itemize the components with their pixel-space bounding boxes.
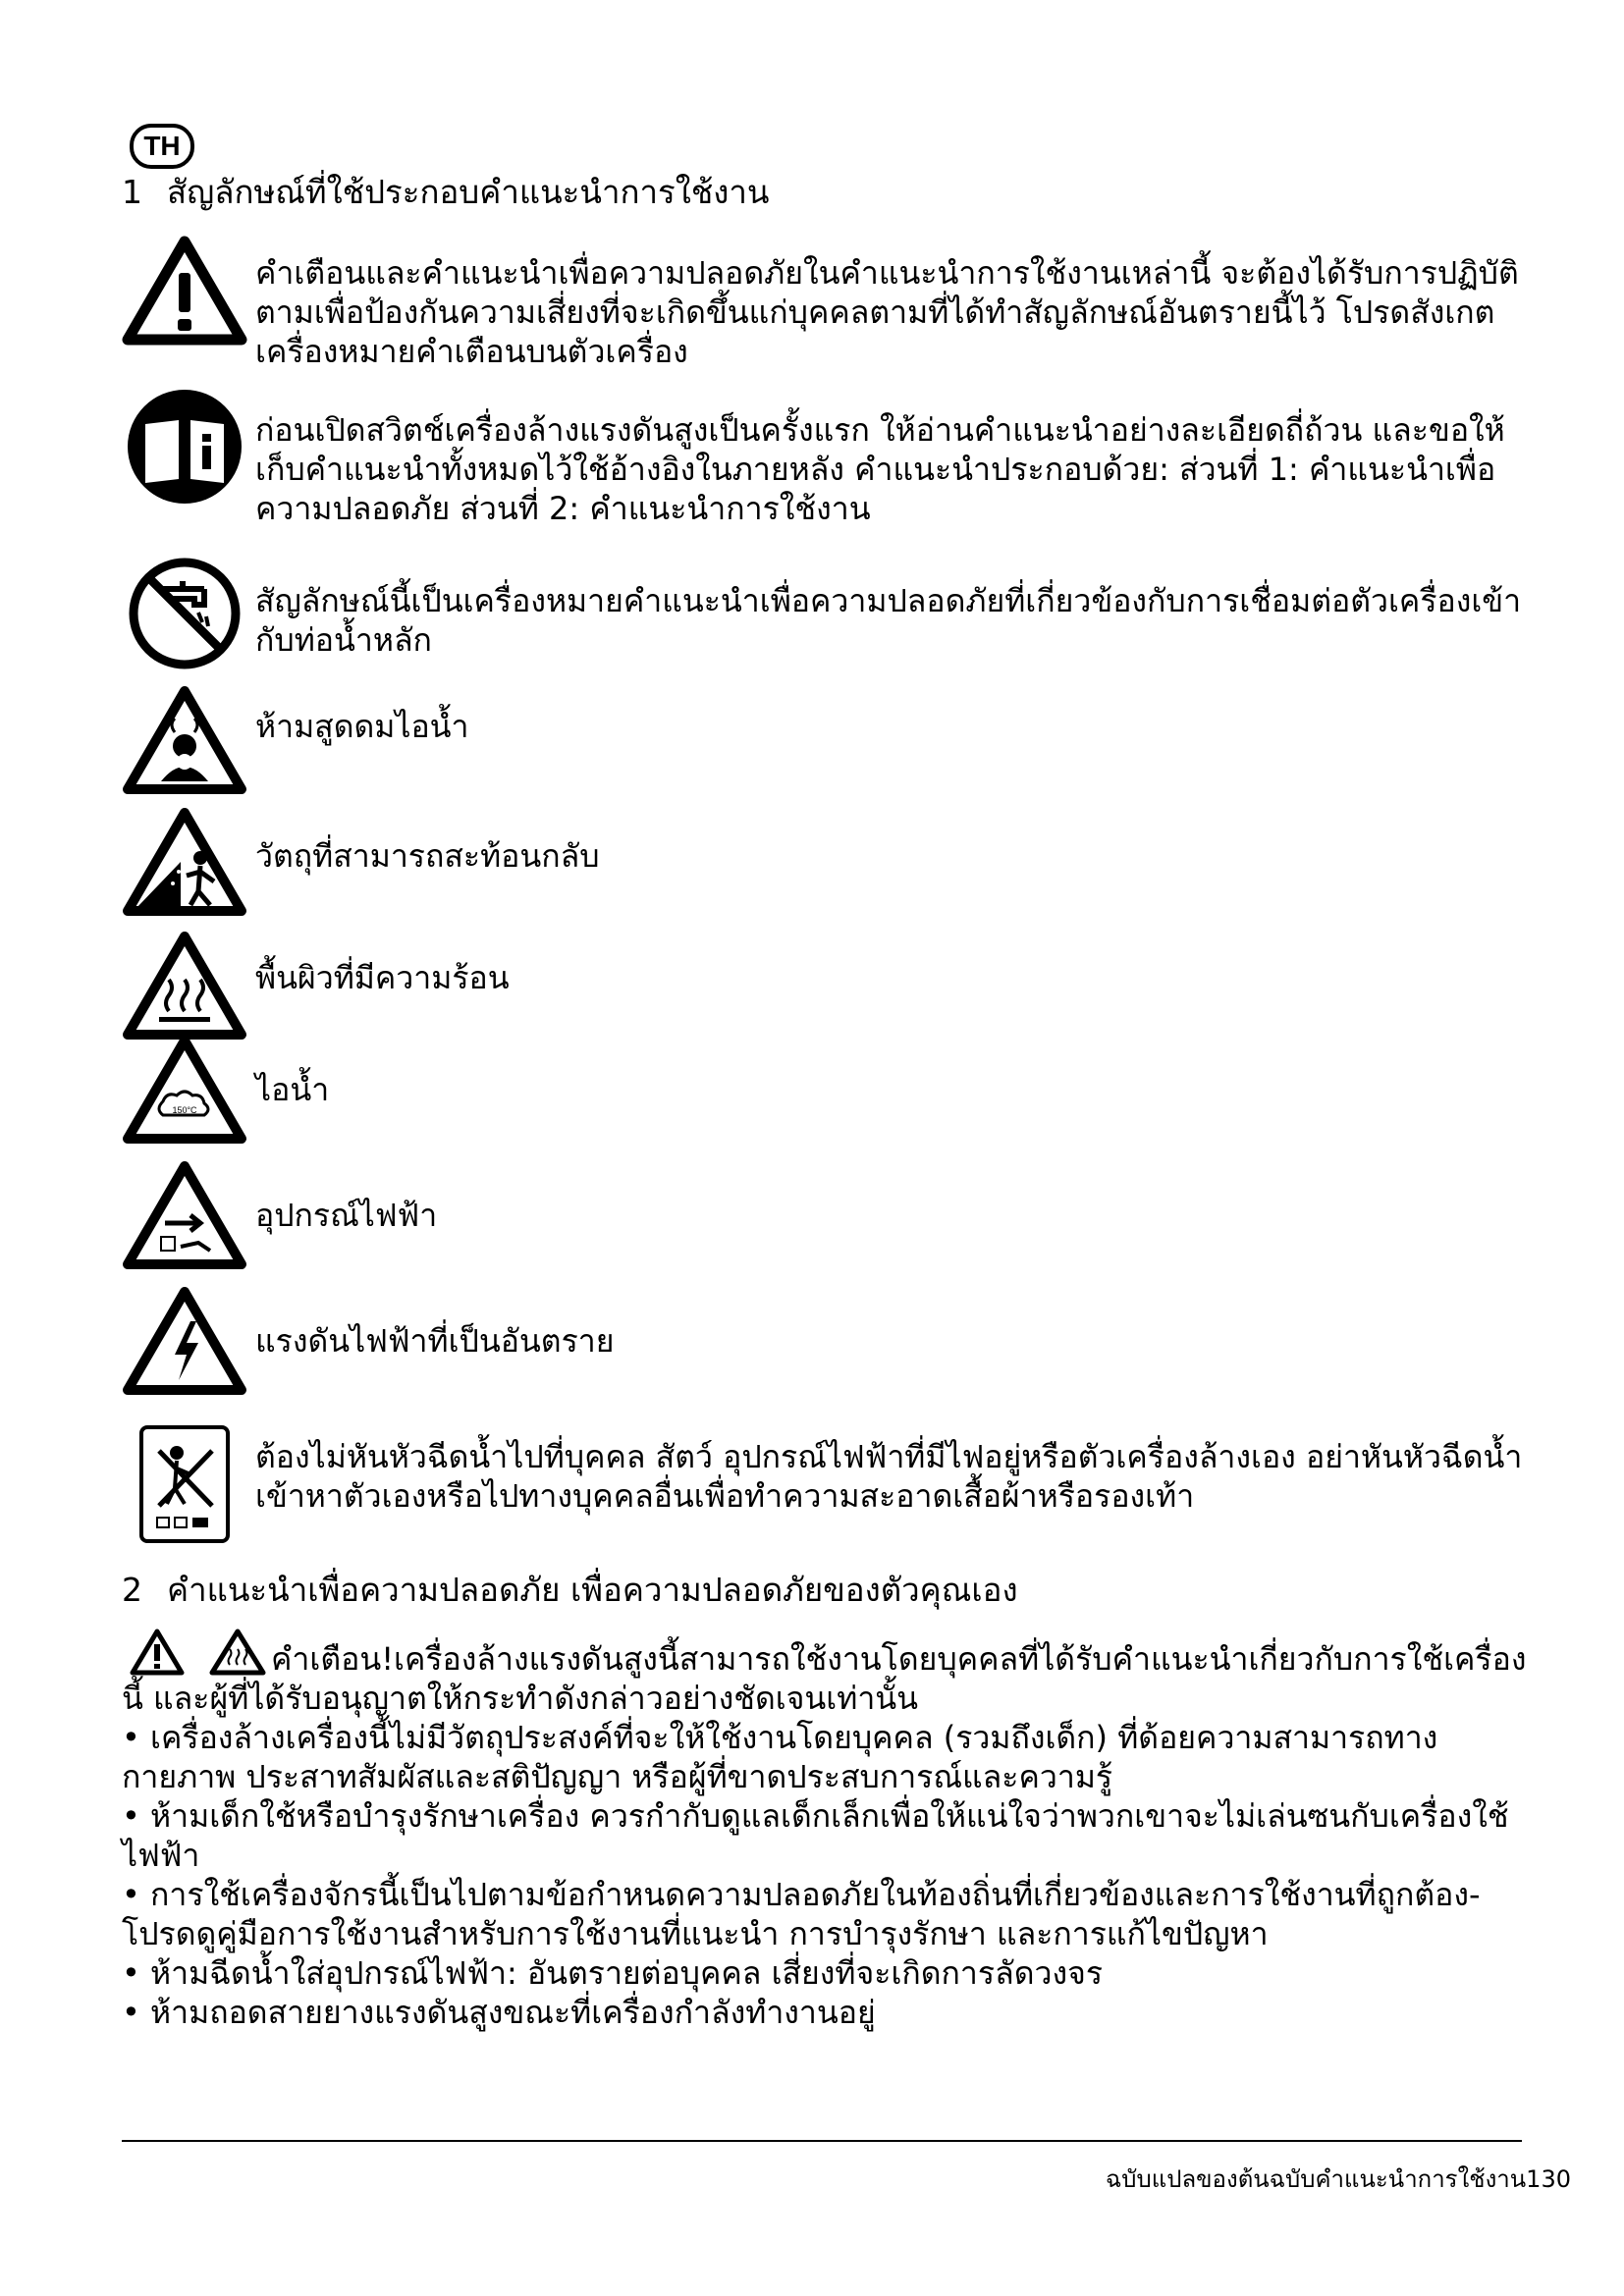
no-spray-people-icon <box>137 1423 232 1545</box>
no-tap-connection-icon <box>122 556 247 671</box>
no-inhale-steam-icon <box>122 681 247 797</box>
section1-number: 1 <box>122 173 142 211</box>
symbol-description: ต้องไม่หันหัวฉีดน้ำไปที่บุคคล สัตว์ อุปกรณ์ไฟฟ้าที่มีไฟอยู่หรือตัวเครื่องล้างเอง อย่าหันหัวฉีดน้ำ เข้าหาตัวเองหรือไปทางบุคคลอื่นเพื่อทำความสะอาดเสื้อผ้าหรือรองเท้า <box>255 1438 1523 1515</box>
hot-surface-icon <box>122 927 247 1042</box>
warning-lead-text: คำเตือน!เครื่องล้างแรงดันสูงนี้สามารถใช้งานโดยบุคคลที่ได้รับคำแนะนำเกี่ยวกับการใช้เครื่อง <box>271 1640 1527 1678</box>
warning-triangle-icon <box>122 232 247 347</box>
symbol-description: คำเตือนและคำแนะนำเพื่อความปลอดภัยในคำแนะนำการใช้งานเหล่านี้ จะต้องได้รับการปฏิบัติ ตามเพื่อป้องกันความเสี่ยงที่จะเกิดขึ้นแก่บุคคลตามที่ได้ทำสัญลักษณ์อันตรายนี้ไว้ โปรดสังเกต เครื่องหมายคำเตือนบนตัวเครื่อง <box>255 254 1519 370</box>
symbol-description: พื้นผิวที่มีความร้อน <box>255 959 510 996</box>
section2-title: คำแนะนำเพื่อความปลอดภัย เพื่อความปลอดภัยของตัวคุณเอง <box>167 1571 1018 1609</box>
rebound-object-icon <box>122 803 247 919</box>
symbol-description: ห้ามสูดดมไอน้ำ <box>255 708 469 745</box>
section1-title: สัญลักษณ์ที่ใช้ประกอบคำแนะนำการใช้งาน <box>167 173 770 211</box>
hot-surface-icon <box>208 1628 267 1677</box>
high-voltage-icon <box>122 1282 247 1398</box>
read-manual-icon <box>122 389 247 505</box>
page-footer: ฉบับแปลของต้นฉบับคำแนะนำการใช้งาน130 <box>1105 2165 1571 2193</box>
section2-heading <box>122 1571 1018 1610</box>
steam-icon <box>122 1031 247 1147</box>
symbol-description: วัตถุที่สามารถสะท้อนกลับ <box>255 837 600 875</box>
symbol-description: ก่อนเปิดสวิตช์เครื่องล้างแรงดันสูงเป็นครั้งแรก ให้อ่านคำแนะนำอย่างละเอียดถี่ถ้วน และขอให้ เก็บคำแนะนำทั้งหมดไว้ใช้อ้างอิงในภายหลัง คำแนะนำประกอบด้วย: ส่วนที่ 1: คำแนะนำเพื่อ ความปลอดภัย ส่วนที่ 2: คำแนะนำการใช้งาน <box>255 411 1505 527</box>
section2-number: 2 <box>122 1571 142 1609</box>
section1-heading <box>122 173 769 212</box>
language-badge: TH <box>130 124 194 169</box>
footer-divider <box>122 2140 1522 2142</box>
symbol-description: ไอน้ำ <box>255 1071 330 1108</box>
safety-instructions-body: นี้ และผู้ที่ได้รับอนุญาตให้กระทำดังกล่าวอย่างชัดเจนเท่านั้น • เครื่องล้างเครื่องนี้ไม่มีวัตถุประสงค์ที่จะให้ใช้งานโดยบุคคล (รวมถึงเด็ก) ที่ด้อยความสามารถทาง กายภาพ ประสาทสัมผัสและสติปัญญา หรือผู้ที่ขาดประสบการณ์และความรู้ • ห้ามเด็กใช้หรือบำรุงรักษาเครื่อง ควรกำกับดูแลเด็กเล็กเพื่อให้แน่ใจว่าพวกเขาจะไม่เล่นซนกับเครื่องใช้ ไฟฟ้า • การใช้เครื่องจักรนี้เป็นไปตามข้อกำหนดความปลอดภัยในท้องถิ่นที่เกี่ยวข้องและการใช้งานที่ถูกต้อง- โปรดดูคู่มือการใช้งานสำหรับการใช้งานที่แนะนำ การบำรุงรักษา และการแก้ไขปัญหา • ห้ามฉีดน้ำใส่อุปกรณ์ไฟฟ้า: อันตรายต่อบุคคล เสี่ยงที่จะเกิดการลัดวงจร • ห้ามถอดสายยางแรงดันสูงขณะที่เครื่องกำลังทำงานอยู่ <box>122 1680 1509 2031</box>
electrical-equipment-icon <box>122 1156 247 1272</box>
symbol-description: อุปกรณ์ไฟฟ้า <box>255 1197 438 1234</box>
steam-temperature-label: 150°C <box>172 1105 197 1115</box>
symbol-description: สัญลักษณ์นี้เป็นเครื่องหมายคำแนะนำเพื่อความปลอดภัยที่เกี่ยวข้องกับการเชื่อมต่อตัวเครื่องเข้า กับท่อน้ำหลัก <box>255 582 1522 659</box>
warning-triangle-icon <box>130 1628 185 1677</box>
symbol-description: แรงดันไฟฟ้าที่เป็นอันตราย <box>255 1322 615 1360</box>
